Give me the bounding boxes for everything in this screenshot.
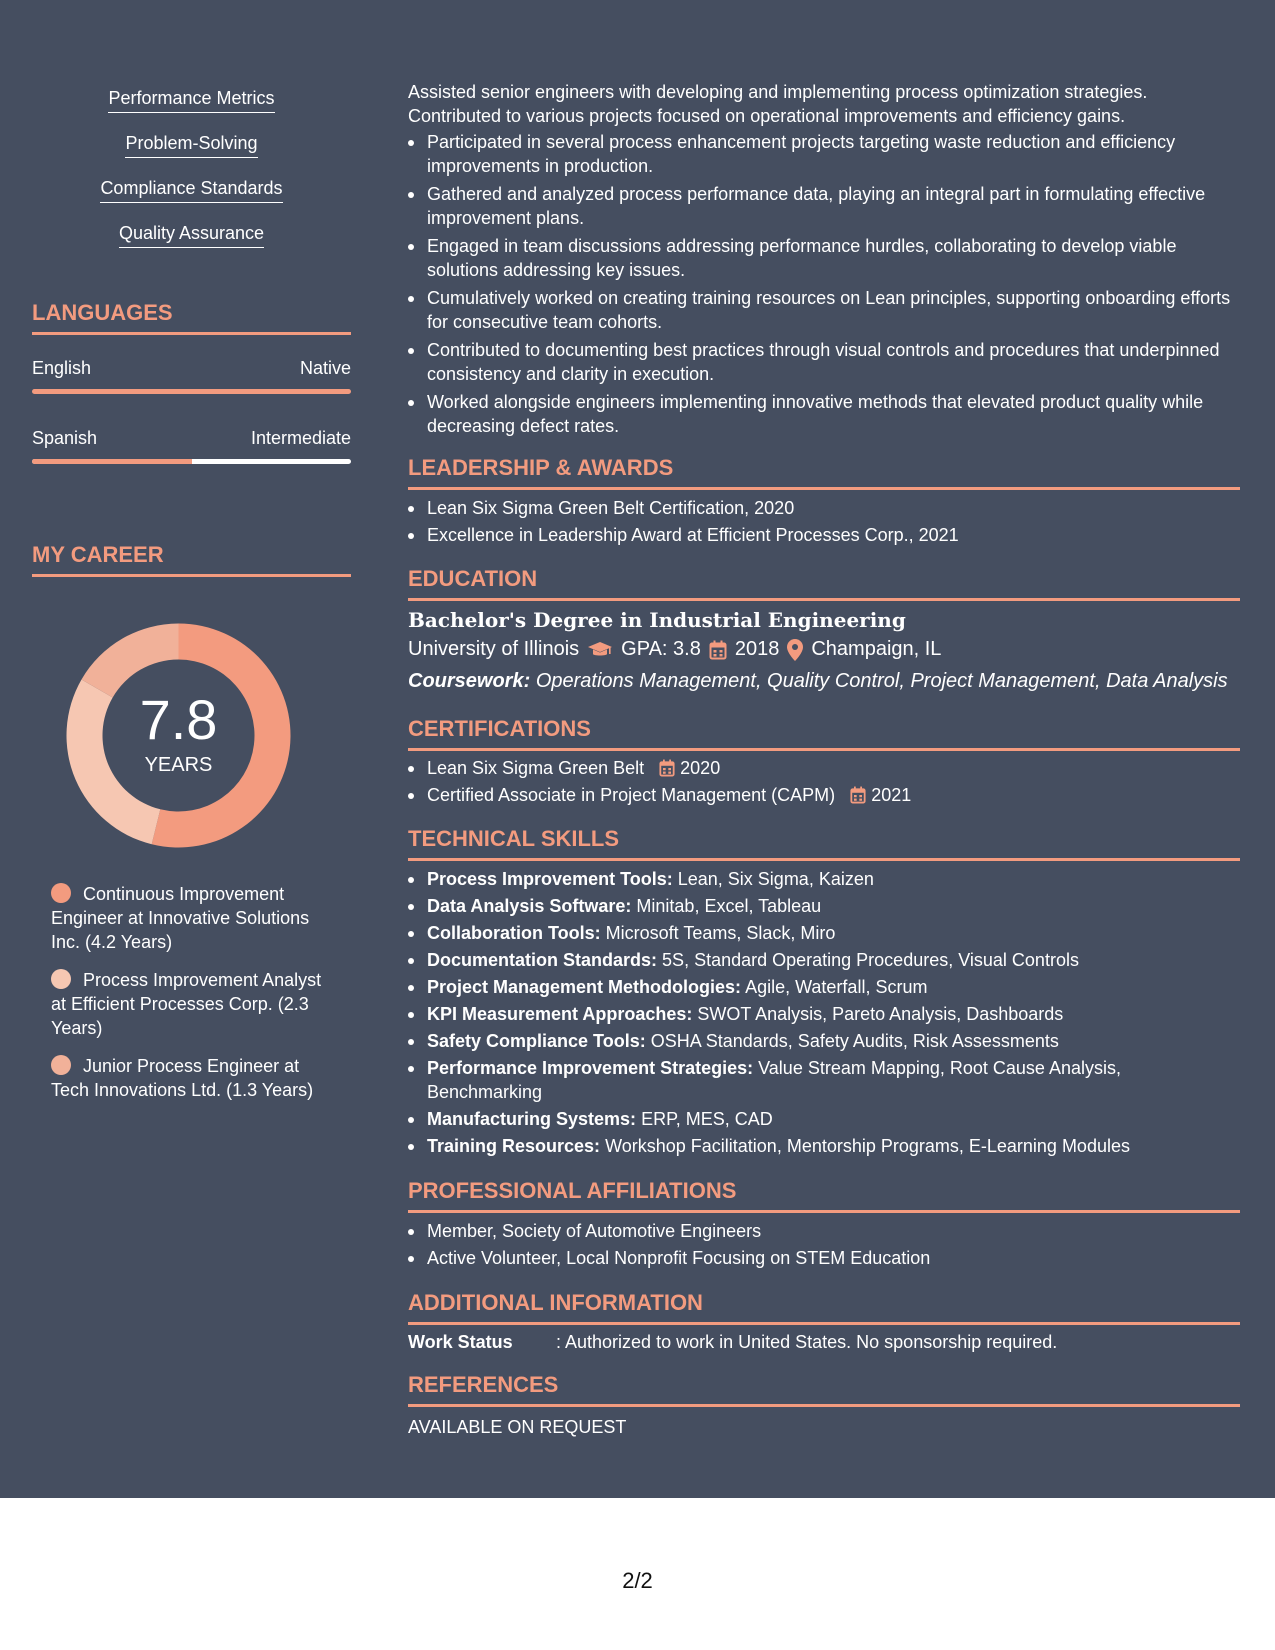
affiliation-item: Member, Society of Automotive Engineers — [408, 1219, 1240, 1243]
leadership-title: LEADERSHIP & AWARDS — [408, 455, 1240, 490]
affiliations-title: PROFESSIONAL AFFILIATIONS — [408, 1178, 1240, 1213]
references-title: REFERENCES — [408, 1372, 1240, 1407]
language-bar-fill — [32, 459, 192, 464]
language-level: Native — [299, 358, 351, 378]
work-status-label: Work Status — [408, 1332, 513, 1352]
skill-item: Performance Metrics — [32, 88, 351, 113]
leadership-item: Excellence in Leadership Award at Efficient Processes Corp., 2021 — [408, 523, 1240, 547]
experience-bullet: Worked alongside engineers implementing innovative methods that elevated product quality while decreasing defect rates. — [408, 390, 1240, 438]
career-legend-item: Process Improvement Analyst at Efficient Processes Corp. (2.3 Years) — [51, 970, 322, 1038]
career-legend-item: Junior Process Engineer at Tech Innovations Ltd. (1.3 Years) — [51, 1056, 314, 1100]
graduation-cap-icon — [587, 641, 613, 659]
career-title: MY CAREER — [32, 542, 351, 577]
leadership-list — [408, 496, 1240, 547]
legend-dot — [51, 883, 71, 903]
career-total-label: YEARS — [144, 754, 213, 776]
technical-skill-item: Collaboration Tools: Microsoft Teams, Slack, Miro — [408, 921, 1240, 945]
language-name: Spanish — [32, 428, 98, 448]
skill-item: Compliance Standards — [32, 178, 351, 203]
school-name: University of Illinois — [408, 638, 580, 660]
experience-bullet: Engaged in team discussions addressing performance hurdles, collaborating to develop viable solutions addressing key issues. — [408, 234, 1240, 282]
experience-bullets — [408, 130, 1240, 438]
references-text: AVAILABLE ON REQUEST — [408, 1417, 627, 1437]
language-name: English — [32, 358, 92, 378]
experience-bullet: Participated in several process enhancement projects targeting waste reduction and efficiency improvements in production. — [408, 130, 1240, 178]
language-bar — [32, 459, 351, 464]
page-number: 2/2 — [622, 1568, 653, 1593]
certifications-title: CERTIFICATIONS — [408, 716, 1240, 751]
coursework-list: Operations Management, Quality Control, Project Management, Data Analysis — [535, 670, 1228, 692]
school-location: Champaign, IL — [811, 638, 942, 660]
language-bar-fill — [32, 389, 351, 394]
graduation-year: 2018 — [734, 638, 780, 660]
career-legend-item: Continuous Improvement Engineer at Innovative Solutions Inc. (4.2 Years) — [51, 884, 310, 952]
language-bar — [32, 389, 351, 394]
legend-dot — [51, 1055, 71, 1075]
technical-skill-item: KPI Measurement Approaches: SWOT Analysis, Pareto Analysis, Dashboards — [408, 1002, 1240, 1026]
language-row — [32, 428, 351, 449]
technical-skill-item: Performance Improvement Strategies: Value Stream Mapping, Root Cause Analysis, Benchmarking — [408, 1056, 1240, 1104]
technical-skill-item: Process Improvement Tools: Lean, Six Sigma, Kaizen — [408, 867, 1240, 891]
languages-title: LANGUAGES — [32, 300, 351, 335]
gpa: GPA: 3.8 — [621, 638, 701, 660]
experience-intro: Assisted senior engineers with developing and implementing process optimization strategies. Contributed to various projects focused on operational improvements and efficiency gains. — [408, 82, 1148, 126]
technical-skill-item: Manufacturing Systems: ERP, MES, CAD — [408, 1107, 1240, 1131]
coursework-label: Coursework: — [408, 670, 531, 692]
technical-skills-list — [408, 867, 1240, 1158]
skill-item: Quality Assurance — [32, 223, 351, 248]
coursework — [408, 670, 1228, 693]
legend-dot — [51, 969, 71, 989]
work-status-value: : Authorized to work in United States. No sponsorship required. — [556, 1332, 1058, 1352]
technical-skill-item: Project Management Methodologies: Agile, Waterfall, Scrum — [408, 975, 1240, 999]
language-row — [32, 358, 351, 379]
experience-bullet: Cumulatively worked on creating training resources on Lean principles, supporting onboarding efforts for consecutive team cohorts. — [408, 286, 1240, 334]
experience-bullet: Gathered and analyzed process performance data, playing an integral part in formulating effective improvement plans. — [408, 182, 1240, 230]
technical-skills-title: TECHNICAL SKILLS — [408, 826, 1240, 861]
right-column — [408, 0, 1240, 1498]
work-status-row — [408, 1330, 1240, 1354]
additional-info-title: ADDITIONAL INFORMATION — [408, 1290, 1240, 1325]
calendar-icon — [709, 640, 727, 660]
calendar-icon — [659, 759, 675, 777]
left-column — [32, 0, 351, 1498]
language-level: Intermediate — [250, 428, 351, 448]
certification-item: Certified Associate in Project Management (CAPM) 2021 — [408, 783, 1240, 807]
degree-title: Bachelor's Degree in Industrial Engineering — [408, 608, 906, 632]
career-total-value: 7.8 — [139, 688, 218, 751]
certifications-list — [408, 756, 1240, 807]
calendar-icon — [850, 786, 866, 804]
location-pin-icon — [787, 639, 803, 661]
experience-bullet: Contributed to documenting best practices through visual controls and procedures that underpinned consistency and clarity in execution. — [408, 338, 1240, 386]
certification-item: Lean Six Sigma Green Belt 2020 — [408, 756, 1240, 780]
education-meta — [408, 638, 941, 661]
leadership-item: Lean Six Sigma Green Belt Certification, 2020 — [408, 496, 1240, 520]
career-total — [66, 690, 291, 777]
affiliations-list — [408, 1219, 1240, 1270]
education-title: EDUCATION — [408, 566, 1240, 601]
skill-item: Problem-Solving — [32, 133, 351, 158]
donut-segment — [82, 624, 179, 698]
affiliation-item: Active Volunteer, Local Nonprofit Focusing on STEM Education — [408, 1246, 1240, 1270]
technical-skill-item: Documentation Standards: 5S, Standard Operating Procedures, Visual Controls — [408, 948, 1240, 972]
technical-skill-item: Training Resources: Workshop Facilitation, Mentorship Programs, E-Learning Modules — [408, 1134, 1240, 1158]
technical-skill-item: Data Analysis Software: Minitab, Excel, Tableau — [408, 894, 1240, 918]
technical-skill-item: Safety Compliance Tools: OSHA Standards, Safety Audits, Risk Assessments — [408, 1029, 1240, 1053]
